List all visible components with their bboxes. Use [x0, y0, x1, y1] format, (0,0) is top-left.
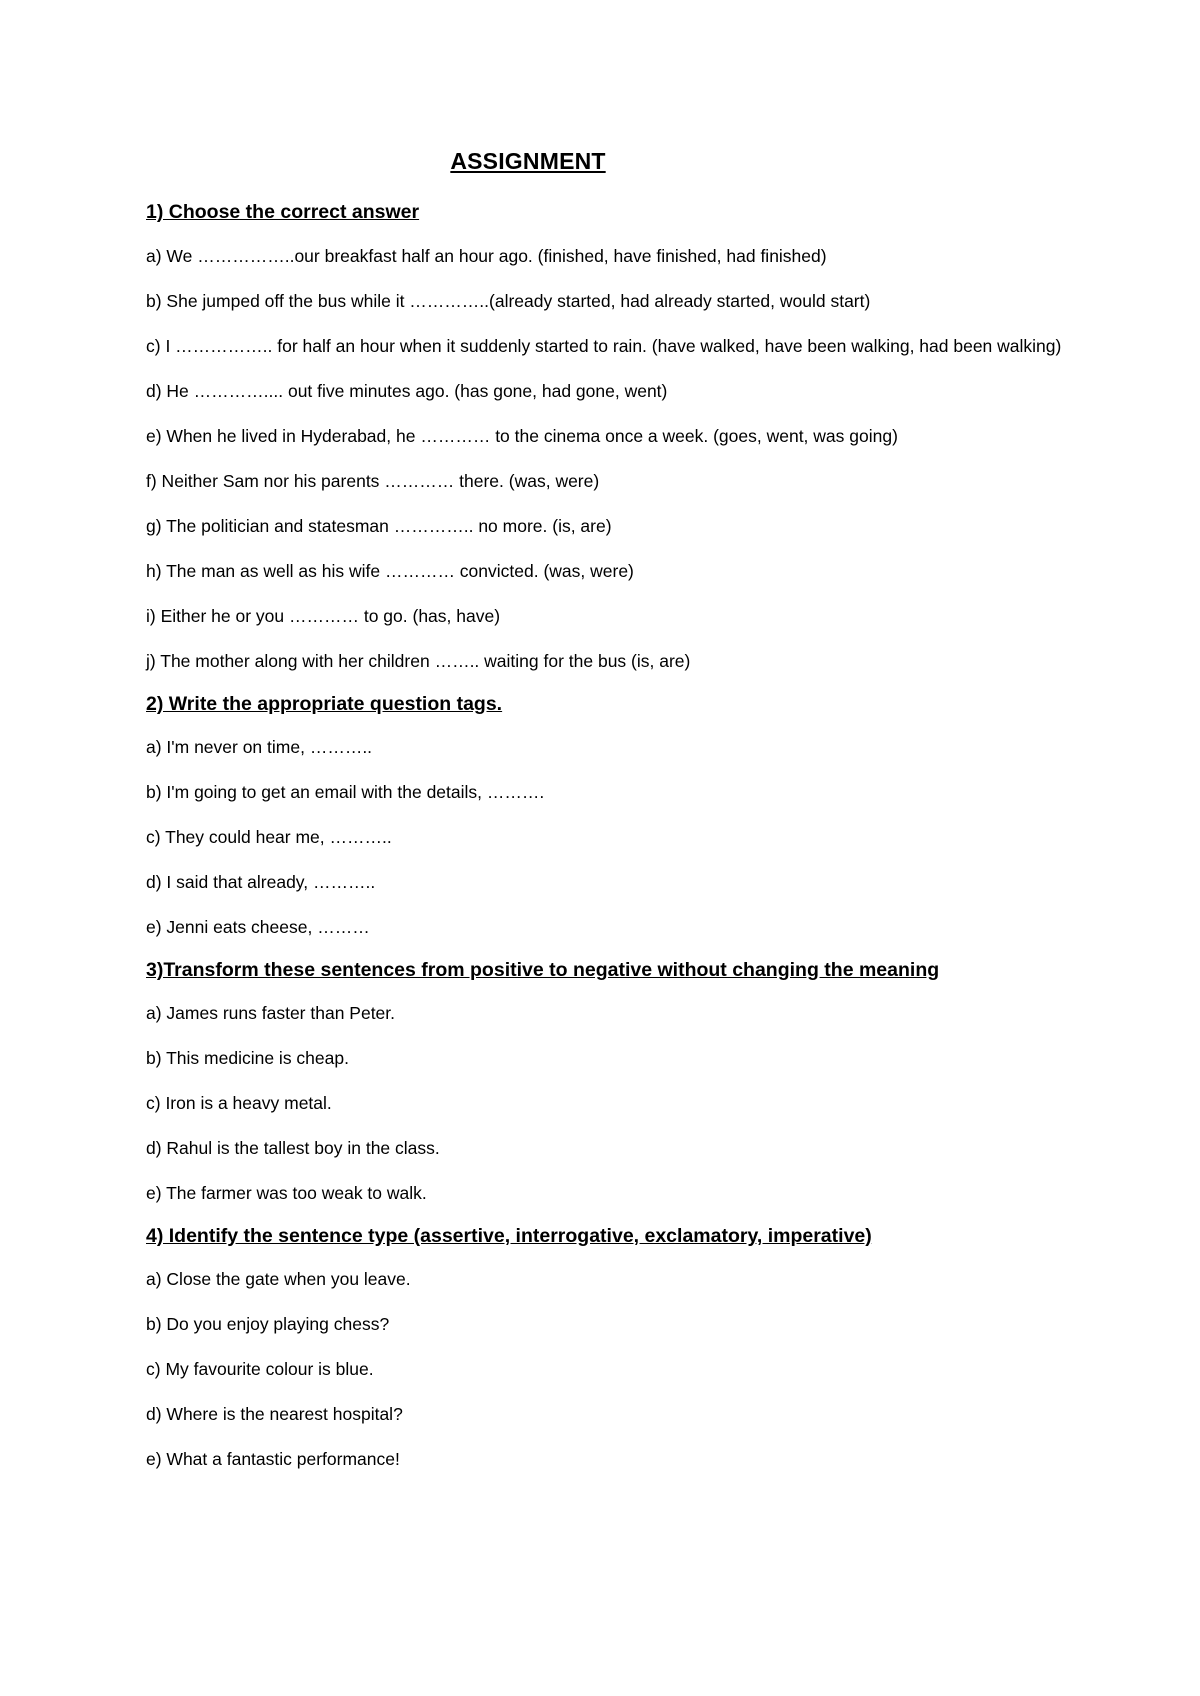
section-choose-correct-answer	[146, 200, 1076, 676]
question-item: j) The mother along with her children …….. waiting for the bus (is, are)	[146, 651, 691, 671]
section-heading: 4) Identify the sentence type (assertive, interrogative, exclamatory, imperative)	[146, 1225, 872, 1247]
question-item: e) When he lived in Hyderabad, he ………… to the cinema once a week. (goes, went, was going)	[146, 426, 898, 446]
page-title: ASSIGNMENT	[450, 148, 606, 174]
question-item: a) James runs faster than Peter.	[146, 1003, 396, 1023]
question-item: a) We ……………..our breakfast half an hour ago. (finished, have finished, had finished)	[146, 246, 827, 266]
question-item: e) What a fantastic performance!	[146, 1449, 400, 1469]
question-item: d) Where is the nearest hospital?	[146, 1404, 403, 1424]
question-item: f) Neither Sam nor his parents ………… there. (was, were)	[146, 471, 600, 491]
question-item: e) Jenni eats cheese, ………	[146, 917, 370, 937]
question-item: b) This medicine is cheap.	[146, 1048, 349, 1068]
question-item: g) The politician and statesman ………….. no more. (is, are)	[146, 516, 612, 536]
section-heading: 3)Transform these sentences from positive to negative without changing the meaning	[146, 959, 940, 981]
question-item: i) Either he or you ………… to go. (has, have)	[146, 606, 501, 626]
section-transform-sentences	[146, 958, 1076, 1208]
section-heading: 2) Write the appropriate question tags.	[146, 693, 503, 715]
question-item: a) Close the gate when you leave.	[146, 1269, 411, 1289]
question-item: c) Iron is a heavy metal.	[146, 1093, 332, 1113]
question-item: e) The farmer was too weak to walk.	[146, 1183, 427, 1203]
question-item: b) I'm going to get an email with the details, ……….	[146, 782, 545, 802]
section-heading: 1) Choose the correct answer	[146, 201, 420, 223]
question-item: d) I said that already, ………..	[146, 872, 376, 892]
question-item: d) Rahul is the tallest boy in the class.	[146, 1138, 440, 1158]
question-item: c) I …………….. for half an hour when it suddenly started to rain. (have walked, have been walking, had been walking)	[146, 336, 1062, 356]
question-item: c) They could hear me, ………..	[146, 827, 392, 847]
question-item: d) He ………….... out five minutes ago. (has gone, had gone, went)	[146, 381, 668, 401]
question-item: c) My favourite colour is blue.	[146, 1359, 374, 1379]
question-item: h) The man as well as his wife ………… convicted. (was, were)	[146, 561, 634, 581]
section-sentence-type	[146, 1224, 1076, 1474]
assignment-content	[146, 200, 1076, 1490]
question-item: b) Do you enjoy playing chess?	[146, 1314, 390, 1334]
question-item: a) I'm never on time, ………..	[146, 737, 373, 757]
question-item: b) She jumped off the bus while it …………..(already started, had already started, would start)	[146, 291, 871, 311]
section-question-tags	[146, 692, 1076, 942]
